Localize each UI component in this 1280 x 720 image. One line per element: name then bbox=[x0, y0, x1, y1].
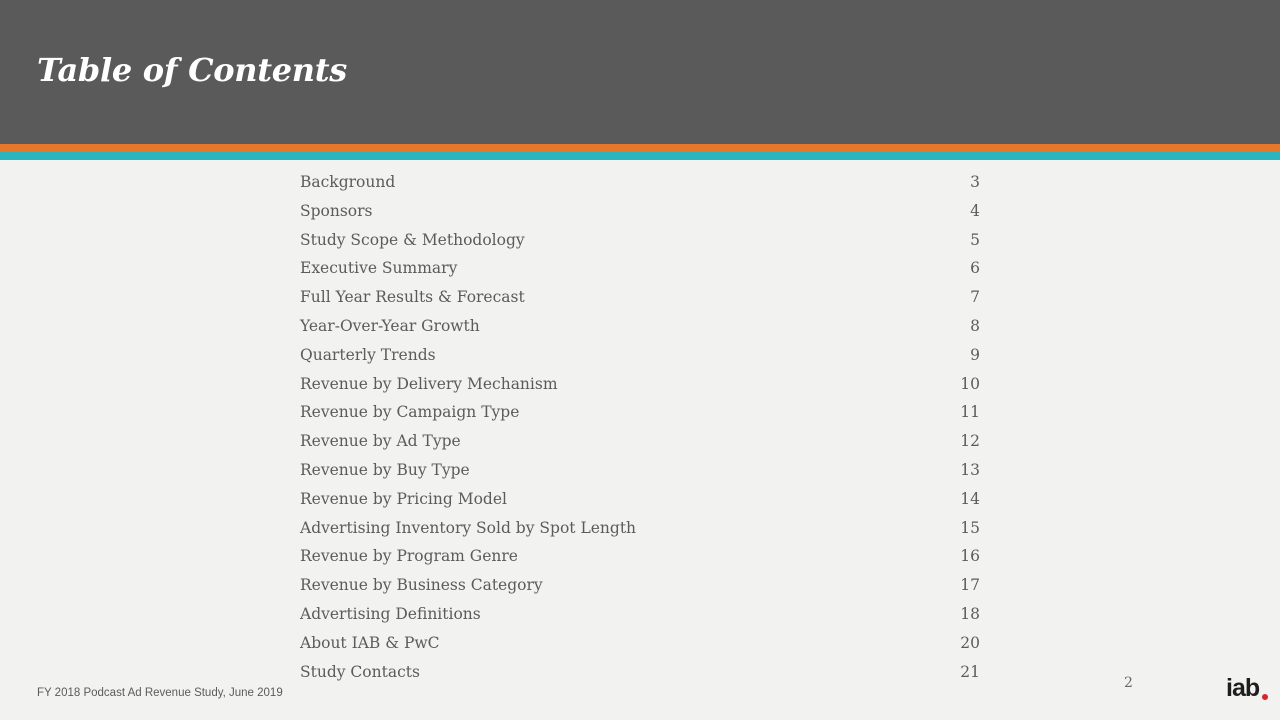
toc-entry-page: 8 bbox=[970, 316, 980, 335]
toc-entry[interactable] bbox=[300, 485, 980, 514]
slide-number: 2 bbox=[1124, 675, 1133, 691]
toc-entry-label: Year-Over-Year Growth bbox=[300, 316, 480, 335]
toc-entry[interactable] bbox=[300, 456, 980, 485]
orange-stripe bbox=[0, 144, 1280, 152]
table-of-contents bbox=[300, 168, 980, 686]
teal-stripe bbox=[0, 152, 1280, 160]
toc-entry[interactable] bbox=[300, 542, 980, 571]
toc-entry-page: 9 bbox=[970, 345, 980, 364]
toc-entry-page: 16 bbox=[960, 547, 980, 566]
toc-entry-page: 6 bbox=[970, 259, 980, 278]
toc-entry[interactable] bbox=[300, 312, 980, 341]
toc-entry-label: Study Contacts bbox=[300, 662, 420, 681]
toc-entry-label: Study Scope & Methodology bbox=[300, 230, 525, 249]
toc-entry-page: 4 bbox=[970, 201, 980, 220]
toc-entry[interactable] bbox=[300, 370, 980, 399]
toc-entry-label: Revenue by Business Category bbox=[300, 576, 543, 595]
toc-entry-page: 7 bbox=[970, 288, 980, 307]
toc-entry[interactable] bbox=[300, 571, 980, 600]
toc-entry[interactable] bbox=[300, 629, 980, 658]
toc-entry-label: Executive Summary bbox=[300, 259, 458, 278]
toc-entry-page: 13 bbox=[960, 460, 980, 479]
toc-entry-label: Sponsors bbox=[300, 201, 373, 220]
toc-entry-page: 12 bbox=[960, 432, 980, 451]
toc-entry-label: Revenue by Delivery Mechanism bbox=[300, 374, 558, 393]
toc-entry[interactable] bbox=[300, 427, 980, 456]
toc-entry-page: 3 bbox=[970, 173, 980, 191]
toc-entry-label: Revenue by Buy Type bbox=[300, 460, 470, 479]
toc-entry-page: 17 bbox=[960, 576, 980, 595]
toc-entry-label: Revenue by Pricing Model bbox=[300, 489, 507, 508]
toc-entry[interactable] bbox=[300, 226, 980, 255]
toc-entry-page: 18 bbox=[960, 604, 980, 623]
toc-entry-label: Revenue by Ad Type bbox=[300, 432, 461, 451]
toc-entry-page: 5 bbox=[970, 230, 980, 249]
toc-entry-label: Full Year Results & Forecast bbox=[300, 288, 525, 307]
toc-entry-page: 15 bbox=[960, 518, 980, 537]
toc-entry[interactable] bbox=[300, 341, 980, 370]
toc-entry-page: 20 bbox=[960, 633, 980, 652]
toc-entry-label: Revenue by Program Genre bbox=[300, 547, 518, 566]
footer-text: FY 2018 Podcast Ad Revenue Study, June 2019 bbox=[37, 687, 283, 699]
toc-entry[interactable] bbox=[300, 168, 980, 197]
iab-logo-text: iab bbox=[1226, 674, 1260, 702]
toc-entry-label: Quarterly Trends bbox=[300, 345, 436, 364]
toc-entry-page: 10 bbox=[960, 374, 980, 393]
toc-entry[interactable] bbox=[300, 254, 980, 283]
toc-entry[interactable] bbox=[300, 283, 980, 312]
toc-entry[interactable] bbox=[300, 600, 980, 629]
toc-entry[interactable] bbox=[300, 658, 980, 687]
toc-entry-label: Background bbox=[300, 173, 396, 191]
toc-entry-page: 21 bbox=[960, 662, 980, 681]
toc-entry-label: Advertising Definitions bbox=[300, 604, 481, 623]
toc-entry-page: 11 bbox=[960, 403, 980, 422]
toc-entry[interactable] bbox=[300, 398, 980, 427]
toc-entry-label: Advertising Inventory Sold by Spot Length bbox=[300, 518, 637, 537]
toc-entry[interactable] bbox=[300, 514, 980, 543]
header-bar bbox=[0, 0, 1280, 144]
toc-entry-label: Revenue by Campaign Type bbox=[300, 403, 520, 422]
iab-logo bbox=[1226, 674, 1272, 702]
toc-entry[interactable] bbox=[300, 197, 980, 226]
toc-entry-label: About IAB & PwC bbox=[300, 633, 440, 652]
toc-entry-page: 14 bbox=[960, 489, 980, 508]
page-title: Table of Contents bbox=[37, 51, 347, 89]
iab-logo-dot bbox=[1262, 694, 1268, 700]
